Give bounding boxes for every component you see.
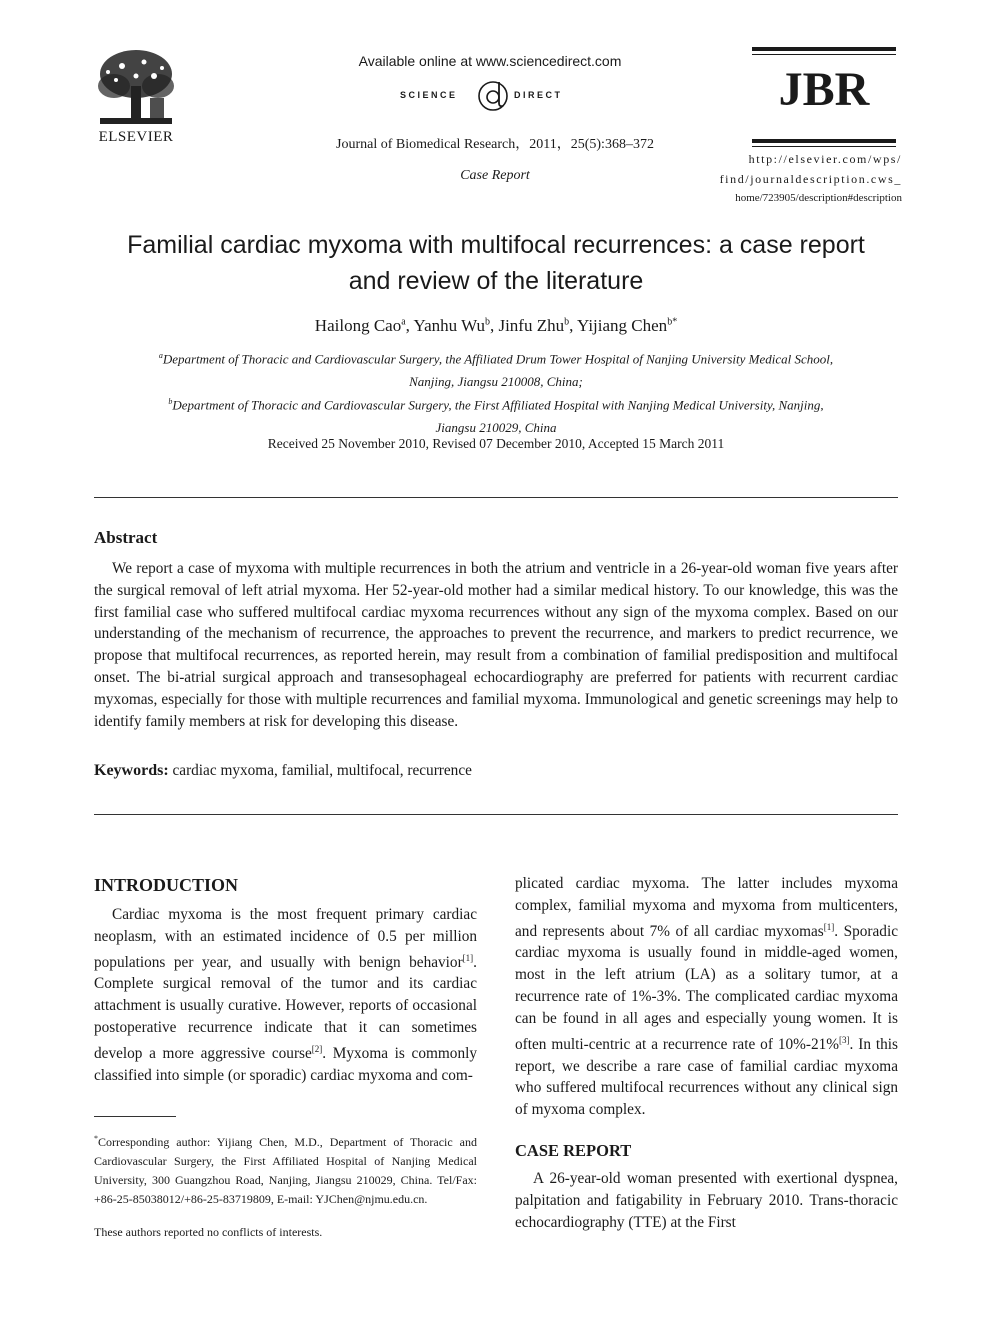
journal-citation: Journal of Biomedical Research，2011，25(5):368–372 [336, 137, 654, 152]
jbr-bottom-rule [752, 139, 896, 143]
affiliation-b-line-2: Jiangsu 210029, China [435, 420, 557, 436]
author-name: Jinfu Zhu [498, 316, 565, 335]
corresponding-author-footnote [94, 1129, 477, 1209]
keywords-text: cardiac myxoma, familial, multifocal, recurrence [172, 762, 472, 779]
intro-text-part: . In this report, we describe a rare case of familial cardiac myxoma who suffered multifocal recurrences without any clinical sign of myxoma complex. [515, 1035, 898, 1119]
citation-ref[interactable]: [2] [311, 1043, 323, 1054]
journal-url-line-1[interactable]: http://elsevier.com/wps/ [748, 152, 902, 166]
introduction-paragraph-continued [515, 873, 898, 1121]
intro-text-part: . Sporadic cardiac myxoma is usually found in middle-aged women, most in the left atrium (LA) as a solitary tumor, at a recurrence rate of 1%-3%. The complicated cardiac myxoma can be found in all ages and especially young women. It is often multi-centric at a recurrence rate of 10%-21% [515, 922, 898, 1053]
author-name: Yijiang Chen [576, 316, 668, 335]
author-mark: a [401, 316, 406, 328]
publisher-name: ELSEVIER [98, 129, 174, 145]
footnote-mark: * [94, 1134, 98, 1143]
intro-text-part: . Myxoma is commonly classified into simple (or sporadic) cardiac myxoma and com- [94, 1044, 477, 1084]
affiliation-a-line-1: Department of Thoracic and Cardiovascular Surgery, the Affiliated Drum Tower Hospital of Nanjing University Medical School, [162, 351, 834, 367]
footnote-text: Corresponding author: Yijiang Chen, M.D., Department of Thoracic and Cardiovascular Surgery, the First Affiliated Hospital of Nanjing Medical University, 300 Guangzhou Road, Nanjing, Jiangsu 210029, China. Tel/Fax: +86-25-85038012/+86-25-83719809, E-mail: YJChen@njmu.edu.cn. [94, 1135, 477, 1206]
author-mark: b [484, 316, 490, 328]
author-name: Yanhu Wu [413, 316, 485, 335]
affiliation-b [90, 390, 902, 439]
affiliation-a [90, 344, 902, 393]
journal-url-line-3[interactable]: home/723905/description#description [735, 192, 902, 204]
citation-ref[interactable]: [1] [823, 921, 835, 932]
journal-abbrev: JBR [778, 63, 870, 116]
sciencedirect-at-icon [476, 78, 510, 114]
footnote-divider [94, 1116, 176, 1117]
abstract-heading: Abstract [94, 528, 158, 547]
sciencedirect-logo [330, 78, 650, 114]
author-separator: , [569, 316, 577, 335]
sciencedirect-left-text: SCIENCE [400, 90, 458, 100]
affiliation-b-line-1: Department of Thoracic and Cardiovascular Surgery, the First Affiliated Hospital with Nanjing Medical University, Nanjing, [172, 397, 824, 413]
article-title [90, 227, 902, 299]
article-type: Case Report [460, 168, 530, 183]
conflicts-footnote: These authors reported no conflicts of interests. [94, 1225, 323, 1239]
citation-ref[interactable]: [1] [462, 952, 474, 963]
elsevier-tree-logo-icon [92, 46, 180, 132]
intro-text-part: . Complete surgical removal of the tumor and its cardiac attachment is usually curative. However, reports of occasional postoperative recurrence indicate that it can sometimes develop a more aggressive course [94, 953, 477, 1062]
available-online-text: Available online at www.sciencedirect.com [358, 53, 622, 69]
title-line-2: and review of the literature [348, 267, 644, 295]
affiliation-mark: b [168, 397, 173, 406]
introduction-heading: INTRODUCTION [94, 875, 239, 895]
journal-url-line-2[interactable]: find/journaldescription.cws_ [719, 172, 902, 186]
keywords-label: Keywords: [94, 762, 169, 779]
section-divider [94, 814, 898, 815]
author-mark: b [564, 316, 570, 328]
case-report-paragraph: A 26-year-old woman presented with exertional dyspnea, palpitation and fatigability in February 2010. Trans-thoracic echocardiography (TTE) at the First [515, 1170, 898, 1231]
jbr-bottom-rule-thin [752, 146, 896, 147]
introduction-paragraph [94, 904, 477, 1087]
section-divider [94, 497, 898, 498]
keywords [94, 762, 898, 780]
author-name: Hailong Cao [314, 316, 402, 335]
jbr-top-rule-thin [752, 54, 896, 55]
jbr-top-rule [752, 47, 896, 51]
case-report-heading: CASE REPORT [515, 1141, 632, 1160]
received-dates: Received 25 November 2010, Revised 07 December 2010, Accepted 15 March 2011 [267, 436, 725, 451]
author-separator: , [405, 316, 414, 335]
author-list [90, 316, 902, 336]
intro-text-part: plicated cardiac myxoma. The latter includes myxoma complex, familial myxoma and myxoma from multicenters, and represents about 7% of all cardiac myxomas [515, 875, 898, 940]
author-separator: , [489, 316, 499, 335]
sciencedirect-right-text: DIRECT [514, 90, 563, 100]
title-line-1: Familial cardiac myxoma with multifocal recurrences: a case report [127, 231, 865, 259]
citation-ref[interactable]: [3] [839, 1034, 850, 1045]
intro-text-part: Cardiac myxoma is the most frequent primary cardiac neoplasm, with an estimated incidence of 0.5 per million populations per year, and usually with benign behavior [94, 906, 477, 971]
affiliation-a-line-2: Nanjing, Jiangsu 210008, China; [409, 374, 583, 390]
author-mark: b* [667, 316, 678, 328]
affiliation-mark: a [158, 351, 163, 360]
abstract-text: We report a case of myxoma with multiple recurrences in both the atrium and ventricle in a 26-year-old woman five years after the surgical removal of left atrial myxoma. Her 52-year-old mother had a similar medical history. To our knowledge, this was the first familial case who suffered multifocal cardiac myxoma recurrences without any sign of the myxoma complex. Based on our understanding of the mechanism of recurrence, the approaches to prevent the recurrence, and markers to predict recurrence, we propose that multifocal recurrences, as reported herein, may result from a combination of familial predisposition and multifocal onset. The bi-atrial surgical approach and transesophageal echocardiography are preferred for patients with recurrent cardiac myxomas, especially for those with multiple recurrences and familial myxoma. Immunological and genetic screenings may help to identify family members at risk for developing this disease. [94, 560, 898, 730]
